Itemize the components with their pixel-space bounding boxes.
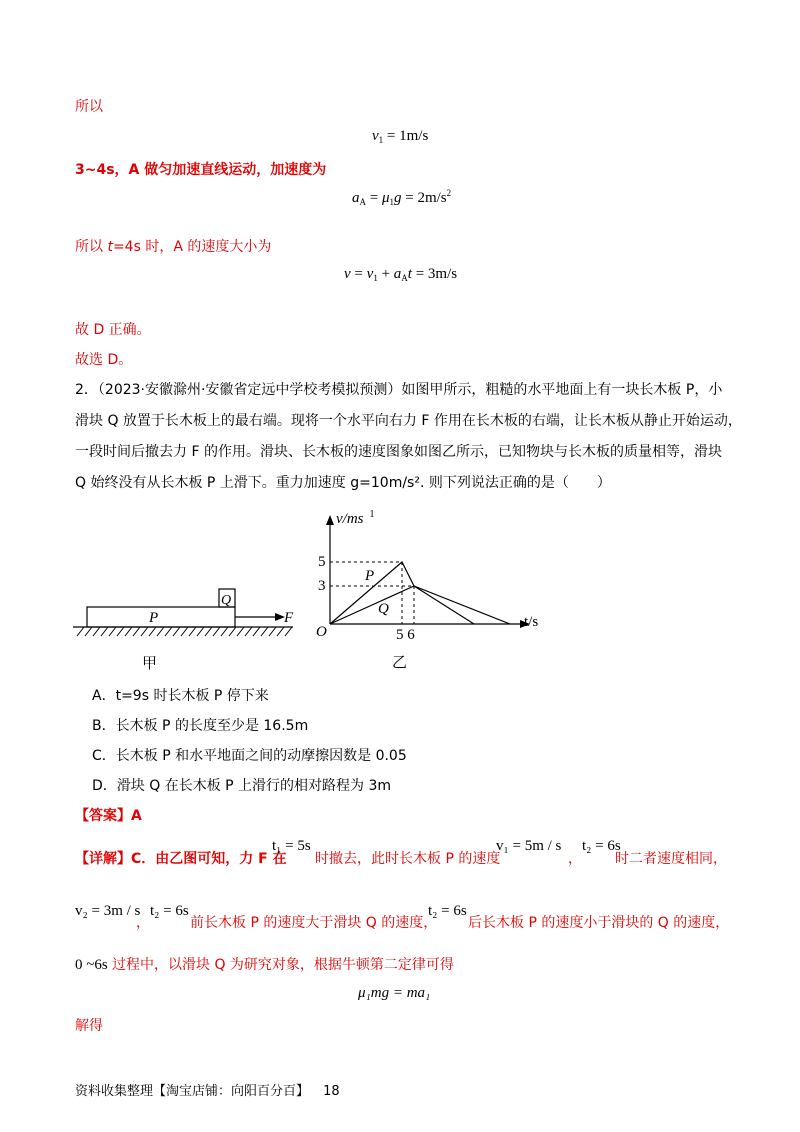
- figure-jia: [65, 580, 305, 670]
- detail-comma-2: ，: [136, 915, 150, 931]
- footer: [75, 1080, 340, 1099]
- option-b: B．长木板 P 的长度至少是 16.5m: [92, 718, 309, 734]
- board-p: [87, 607, 235, 627]
- eq-t1: t₁ = 5s: [272, 838, 311, 854]
- option-d: D．滑块 Q 在长木板 P 上滑行的相对路程为 3m: [92, 778, 392, 794]
- x-axis-label: t/s: [524, 614, 539, 630]
- label-q: Q: [221, 593, 232, 608]
- question-line-3: 一段时间后撤去力 F 的作用。滑块、长木板的速度图象如图乙所示，已知物块与长木板的质量相等，滑块: [75, 444, 722, 460]
- question-line-4: Q 始终没有从长木板 P 上滑下。重力加速度 g=10m/s². 则下列说法正确的是（ ）: [75, 475, 611, 491]
- eq-v2: v₂ = 3m / s: [75, 903, 141, 919]
- detail-line2-a: 前长木板 P 的速度大于滑块 Q 的速度，: [190, 915, 438, 931]
- line-q: [330, 586, 510, 624]
- eq-t2-c: t₂ = 6s: [428, 903, 467, 919]
- equation-aA: $a_A = \mu_1g = 2m/s^2$: [352, 188, 452, 207]
- eq-newton: μ₁mg = ma₁: [358, 985, 431, 1001]
- curve-label-p: P: [365, 568, 375, 584]
- eq-range: 0 ~6s: [75, 957, 108, 973]
- label-p: P: [149, 610, 159, 626]
- question-line-1: 2．（2023·安徽滁州·安徽省定远中学校考模拟预测）如图甲所示，粗糙的水平地面上有一块长木板 P，小: [75, 382, 723, 398]
- option-a: A．t=9s 时长木板 P 停下来: [92, 688, 269, 704]
- eq-t2-b: t₂ = 6s: [150, 903, 189, 919]
- equation-v1: $v_1 = 1m/s$: [372, 128, 429, 145]
- detail-line1-b: 时撤去，此时长木板 P 的速度: [315, 851, 501, 867]
- label-f: F: [284, 610, 294, 626]
- detail-line1-c: 时二者速度相同，: [615, 851, 727, 867]
- equation-v: $v = v_1 + a_At = 3m/s$: [344, 266, 458, 283]
- solution-text-accel: 3~4s，A 做匀加速直线运动，加速度为: [75, 162, 327, 178]
- curve-label-q: Q: [378, 601, 389, 617]
- solution-text-so: 所以: [75, 99, 103, 115]
- detail-solve: 解得: [75, 1018, 103, 1034]
- solution-text-d-correct: 故 D 正确。: [75, 322, 151, 338]
- y-axis-arrow: [326, 515, 334, 525]
- caption-jia: 甲: [142, 656, 158, 670]
- detail-comma-1: ，: [568, 851, 582, 867]
- figure-yi: [310, 505, 550, 675]
- solution-text-speed: 所以 t=4s 时，A 的速度大小为: [75, 239, 272, 255]
- y-axis-label: v/ms $^1$: [336, 509, 375, 527]
- tick-5-6: 5 6: [396, 627, 415, 643]
- page-number: 18: [323, 1084, 340, 1099]
- eq-t2-a: t₂ = 6s: [582, 838, 621, 854]
- origin-label: O: [316, 624, 327, 640]
- caption-yi: 乙: [392, 655, 408, 671]
- answer-label: 【答案】A: [75, 808, 142, 824]
- detail-line2-b: 后长木板 P 的速度小于滑块的 Q 的速度，: [468, 915, 730, 931]
- ground-hatch: [77, 627, 292, 636]
- detail-line3: 过程中，以滑块 Q 为研究对象，根据牛顿第二定律可得: [112, 957, 454, 973]
- detail-line1-a: 【详解】C．由乙图可知，力 F 在: [75, 851, 287, 867]
- question-stem: [75, 375, 745, 499]
- option-c: C．长木板 P 和水平地面之间的动摩擦因数是 0.05: [92, 748, 407, 764]
- question-line-2: 滑块 Q 放置于长木板上的最右端。现将一个水平向右力 F 作用在长木板的右端，让长木板从静止开始运动，: [75, 413, 742, 429]
- tick-3: 3: [318, 578, 326, 594]
- tick-5: 5: [318, 554, 326, 570]
- footer-text: 资料收集整理【淘宝店铺：向阳百分百】: [75, 1084, 310, 1099]
- solution-text-choose-d: 故选 D。: [75, 352, 133, 368]
- eq-v1: v₁ = 5m / s: [496, 838, 562, 854]
